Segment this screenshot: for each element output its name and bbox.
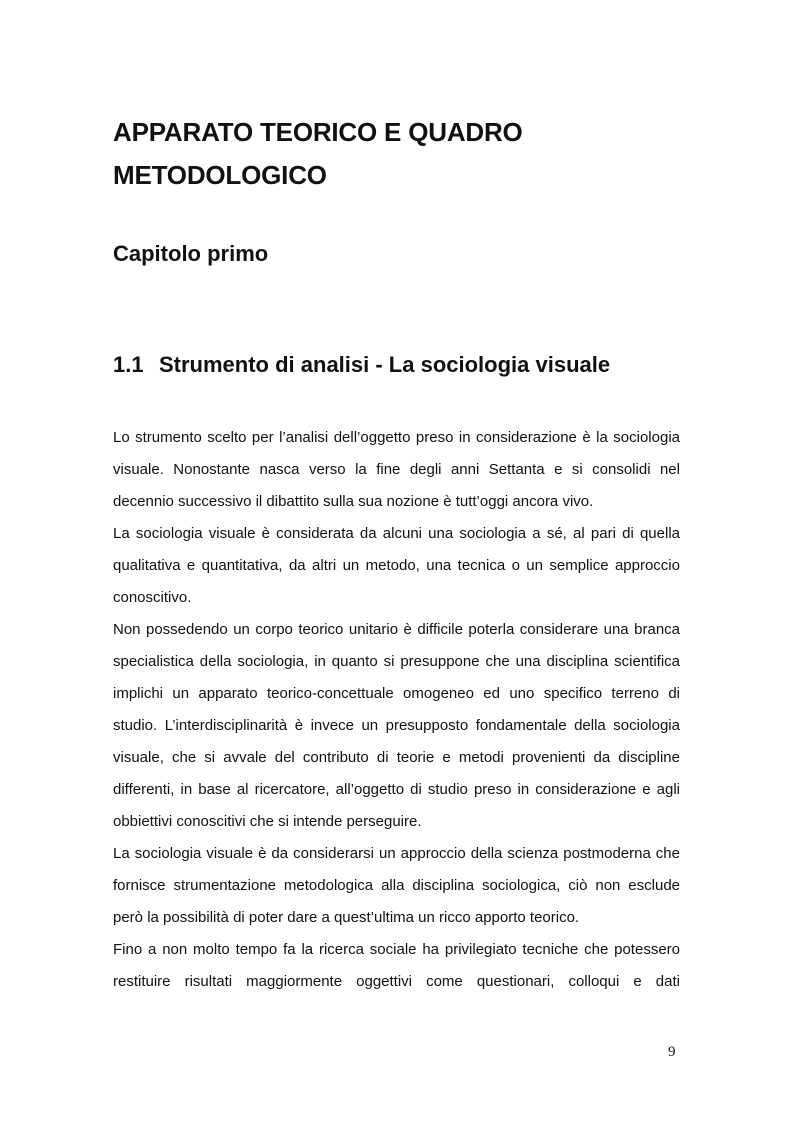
body-text bbox=[113, 422, 680, 998]
section-number: 1.1 bbox=[113, 352, 144, 377]
chapter-title: Capitolo primo bbox=[113, 241, 269, 266]
page-number: 9 bbox=[668, 1044, 676, 1060]
paragraph: Fino a non molto tempo fa la ricerca sociale ha privilegiato tecniche che potessero restituire risultati maggiormente oggettivi come questionari, colloqui e dati bbox=[113, 941, 680, 990]
section-title: Strumento di analisi - La sociologia visuale bbox=[159, 352, 611, 377]
main-title: APPARATO TEORICO E QUADRO METODOLOGICO bbox=[113, 117, 523, 190]
section-heading bbox=[113, 347, 610, 383]
paragraph: Lo strumento scelto per l’analisi dell’oggetto preso in considerazione è la sociologia visuale. Nonostante nasca verso la fine degli anni Settanta e si consolidi nel decennio successivo il dibattito sulla sua nozione è tutt’oggi ancora vivo. bbox=[113, 429, 680, 510]
paragraph: La sociologia visuale è da considerarsi un approccio della scienza postmoderna che fornisce strumentazione metodologica alla disciplina sociologica, ciò non esclude però la possibilità di poter dare a quest’ultima un ricco apporto teorico. bbox=[113, 845, 680, 926]
paragraph: La sociologia visuale è considerata da alcuni una sociologia a sé, al pari di quella qualitativa e quantitativa, da altri un metodo, una tecnica o un semplice approccio conoscitivo. bbox=[113, 525, 680, 606]
paragraph: Non possedendo un corpo teorico unitario è difficile poterla considerare una branca specialistica della sociologia, in quanto si presuppone che una disciplina scientifica implichi un apparato teorico-concettuale omogeneo ed uno specifico terreno di studio. L’interdisciplinarità è invece un presupposto fondamentale della sociologia visuale, che si avvale del contributo di teorie e metodi provenienti da discipline differenti, in base al ricercatore, all’oggetto di studio preso in considerazione e agli obbiettivi conoscitivi che si intende perseguire. bbox=[113, 621, 680, 830]
